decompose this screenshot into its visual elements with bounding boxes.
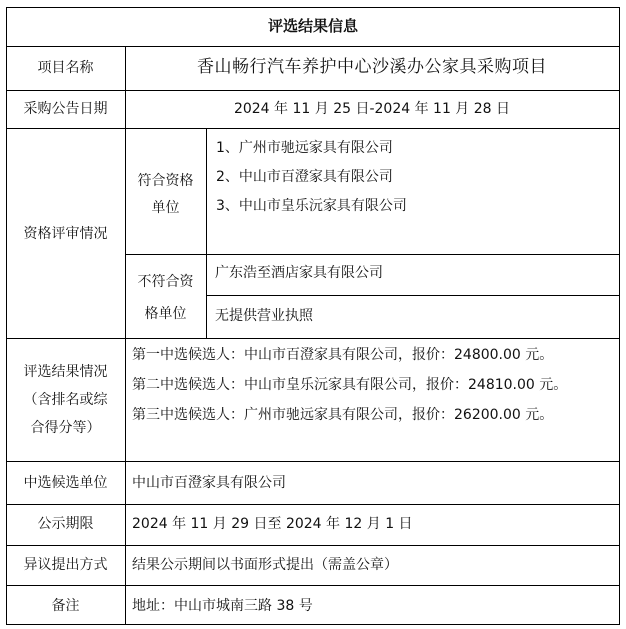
qualified-label-line2: 单位 <box>151 200 180 216</box>
publicity-label: 公示期限 <box>37 516 94 532</box>
evaluation-label-line3: 合得分等） <box>30 420 101 436</box>
objection-label: 异议提出方式 <box>23 557 108 573</box>
unqualified-label-line2: 格单位 <box>144 306 187 322</box>
evaluation-result-item: 第三中选候选人：广州市驰远家具有限公司，报价：26200.00 元。 <box>132 407 554 423</box>
remarks-value: 地址：中山市城南三路 38 号 <box>132 598 313 614</box>
winner-value: 中山市百澄家具有限公司 <box>132 475 286 491</box>
project-name-label: 项目名称 <box>37 60 94 76</box>
qualified-item: 1、广州市驰远家具有限公司 <box>216 140 393 156</box>
evaluation-result-item: 第二中选候选人：中山市皇乐沅家具有限公司，报价：24810.00 元。 <box>132 377 568 393</box>
publicity-value: 2024 年 11 月 29 日至 2024 年 12 月 1 日 <box>132 516 413 532</box>
evaluation-result-item: 第一中选候选人：中山市百澄家具有限公司，报价：24800.00 元。 <box>132 347 554 363</box>
project-name-value: 香山畅行汽车养护中心沙溪办公家具采购项目 <box>197 57 547 77</box>
unqualified-company: 广东浩至酒店家具有限公司 <box>215 265 383 281</box>
unqualified-reason: 无提供营业执照 <box>215 308 313 324</box>
qualified-item: 2、中山市百澄家具有限公司 <box>216 169 393 185</box>
announce-date-label: 采购公告日期 <box>23 101 108 117</box>
announce-date-value: 2024 年 11 月 25 日-2024 年 11 月 28 日 <box>233 101 511 117</box>
qualification-label: 资格评审情况 <box>23 226 108 242</box>
qualified-item: 3、中山市皇乐沅家具有限公司 <box>216 198 407 214</box>
unqualified-label-line1: 不符合资 <box>137 274 194 290</box>
evaluation-label-line2: （含排名或综 <box>23 392 108 408</box>
winner-label: 中选候选单位 <box>23 475 108 491</box>
table-title: 评选结果信息 <box>267 17 358 35</box>
objection-value: 结果公示期间以书面形式提出（需盖公章） <box>132 557 398 573</box>
evaluation-label-line1: 评选结果情况 <box>23 364 108 380</box>
remarks-label: 备注 <box>51 598 80 614</box>
qualified-label-line1: 符合资格 <box>137 173 194 189</box>
